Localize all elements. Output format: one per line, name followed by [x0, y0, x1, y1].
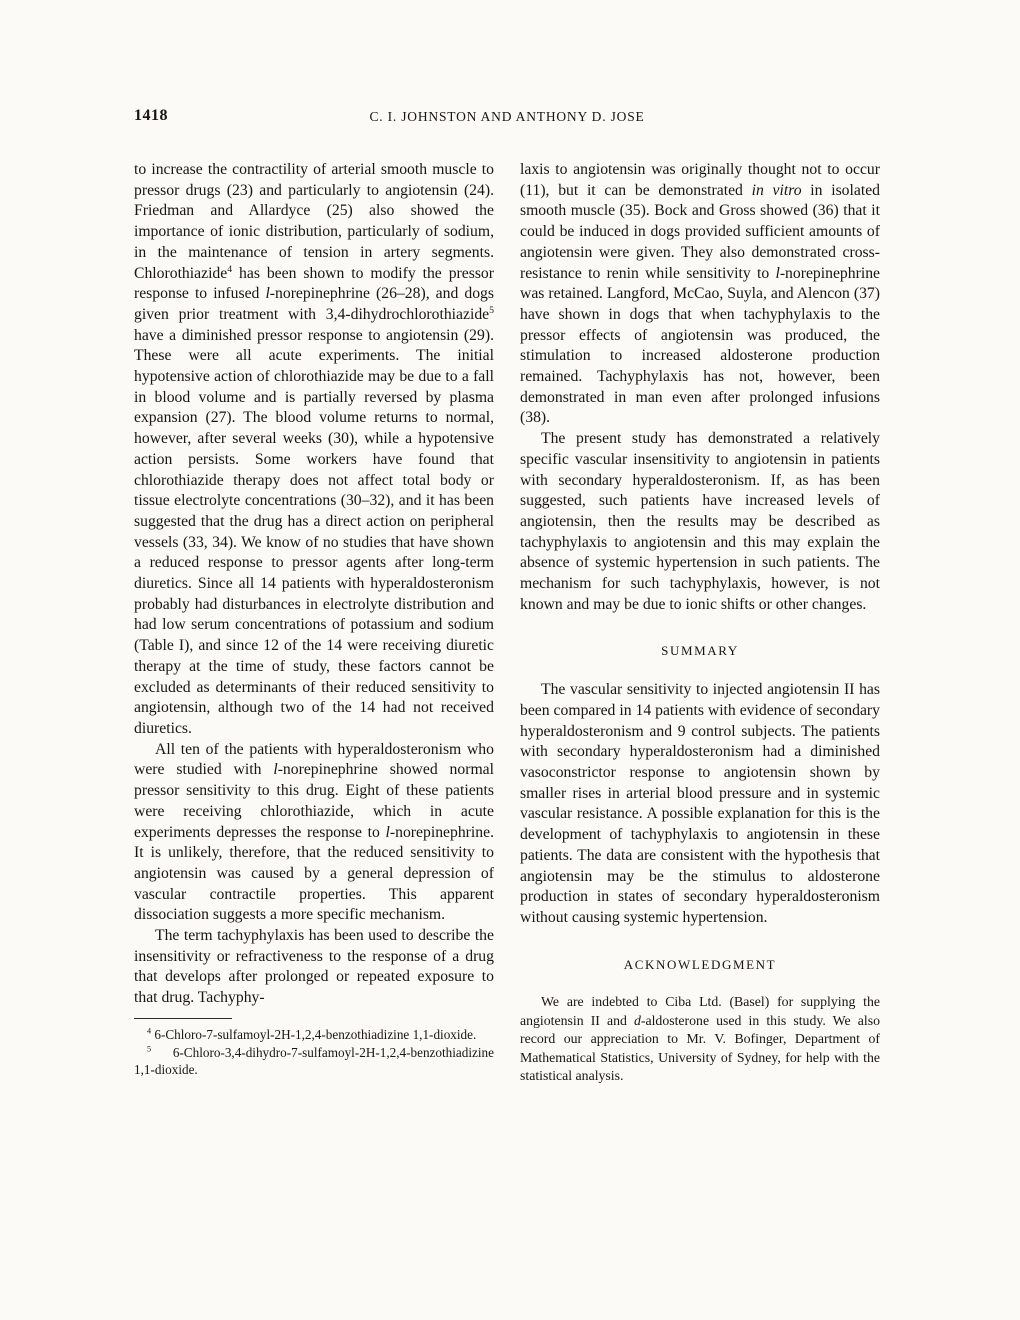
acknowledgment-block	[520, 993, 880, 1085]
two-column-body	[134, 160, 880, 1085]
right-column	[520, 160, 880, 1085]
footnote-marker: 4	[147, 1026, 152, 1036]
footnote	[134, 1026, 494, 1044]
footnotes	[134, 1026, 494, 1079]
page-number: 1418	[134, 107, 168, 124]
page-content	[134, 106, 880, 1085]
acknowledgment-paragraph: We are indebted to Ciba Ltd. (Basel) for supplying the angiotensin II and d-aldosterone used in this study. We also record our appreciation to Mr. V. Bofinger, Department of Mathematical Statistics, University of Sydney, for help with the statistical analysis.	[520, 994, 880, 1083]
section-heading-summary: SUMMARY	[661, 643, 739, 659]
footnote-marker: 5	[147, 1044, 152, 1054]
left-column	[134, 160, 494, 1085]
body-paragraph: The term tachyphylaxis has been used to describe the insensitivity or refractiveness to the response of a drug that develops after prolonged or repeated exposure to that drug. Tachyphy-	[134, 927, 494, 1007]
footnote	[134, 1044, 494, 1080]
section-heading-acknowledgment: ACKNOWLEDGMENT	[623, 956, 777, 972]
body-paragraph: All ten of the patients with hyperaldosteronism who were studied with l-norepinephrine showed normal pressor sensitivity to this drug. Eight of these patients were receiving chlorothiazide, which in acute experiments depresses the response to l-norepinephrine. It is unlikely, therefore, that the reduced sensitivity to angiotensin was caused by a general depression of vascular contractile properties. This apparent dissociation suggests a more specific mechanism.	[134, 740, 494, 924]
summary-paragraph: The vascular sensitivity to injected angiotensin II has been compared in 14 patients with evidence of secondary hyperaldosteronism and 9 control subjects. The patients with secondary hyperaldosteronism had a diminished vasoconstrictor response to angiotensin shown by smaller rises in arterial blood pressure and in systemic vascular resistance. A possible explanation for this is the development of tachyphylaxis to angiotensin in these patients. The data are consistent with the hypothesis that angiotensin may be the stimulus to aldosterone production in states of secondary hyperaldosteronism without causing systemic hypertension.	[520, 681, 880, 926]
running-head: C. I. JOHNSTON AND ANTHONY D. JOSE	[369, 109, 645, 124]
footnote-text: 6-Chloro-7-sulfamoyl-2H-1,2,4-benzothiadizine 1,1-dioxide.	[154, 1026, 477, 1042]
page-header	[134, 106, 880, 128]
body-paragraph: laxis to angiotensin was originally thought not to occur (11), but it can be demonstrated in vitro in isolated smooth muscle (35). Bock and Gross showed (36) that it could be induced in dogs provided sufficient amounts of angiotensin were given. They also demonstrated cross-resistance to renin while sensitivity to l-norepinephrine was retained. Langford, McCao, Suyla, and Alencon (37) have shown in dogs that when tachyphylaxis to the pressor effects of angiotensin was produced, the stimulation to increased aldosterone production remained. Tachyphylaxis has not, however, been demonstrated in man even after prolonged infusions (38).	[520, 161, 881, 427]
footnote-text: 6-Chloro-3,4-dihydro-7-sulfamoyl-2H-1,2,4-benzothiadizine 1,1-dioxide.	[134, 1044, 494, 1078]
body-paragraph: to increase the contractility of arterial smooth muscle to pressor drugs (23) and particularly to angiotensin (24). Friedman and Allardyce (25) also showed the importance of ionic distribution, particularly of sodium, in the maintenance of tension in artery segments. Chlorothiazide$^4$ has been shown to modify the pressor response to infused l-norepinephrine (26–28), and dogs given prior treatment with 3,4-dihydrochlorothiazide$^5$ have a diminished pressor response to angiotensin (29). These were all acute experiments. The initial hypotensive action of chlorothiazide may be due to a fall in blood volume and is partially reversed by plasma expansion (27). The blood volume returns to normal, however, after several weeks (30), while a hypotensive action persists. Some workers have found that chlorothiazide therapy does not affect total body or tissue electrolyte concentrations (30–32), and it has been suggested that the drug has a direct action on peripheral vessels (33, 34). We know of no studies that have shown a reduced response to pressor agents after long-term diuretics. Since all 14 patients with hyperaldosteronism probably had disturbances in electrolyte distribution and had low serum concentrations of potassium and sodium (Table I), and since 12 of the 14 were receiving diuretic therapy at the time of study, these factors cannot be excluded as determinants of their reduced sensitivity to angiotensin, although two of the 14 had not received diuretics.	[134, 161, 495, 737]
body-paragraph: The present study has demonstrated a relatively specific vascular insensitivity to angiotensin in patients with secondary hyperaldosteronism. If, as has been suggested, such patients have increased levels of angiotensin, then the results may be described as tachyphylaxis to angiotensin and this may explain the absence of systemic hypertension in such patients. The mechanism for such tachyphylaxis, however, is not known and may be due to ionic shifts or other changes.	[520, 430, 880, 613]
footnote-separator	[134, 1018, 232, 1019]
